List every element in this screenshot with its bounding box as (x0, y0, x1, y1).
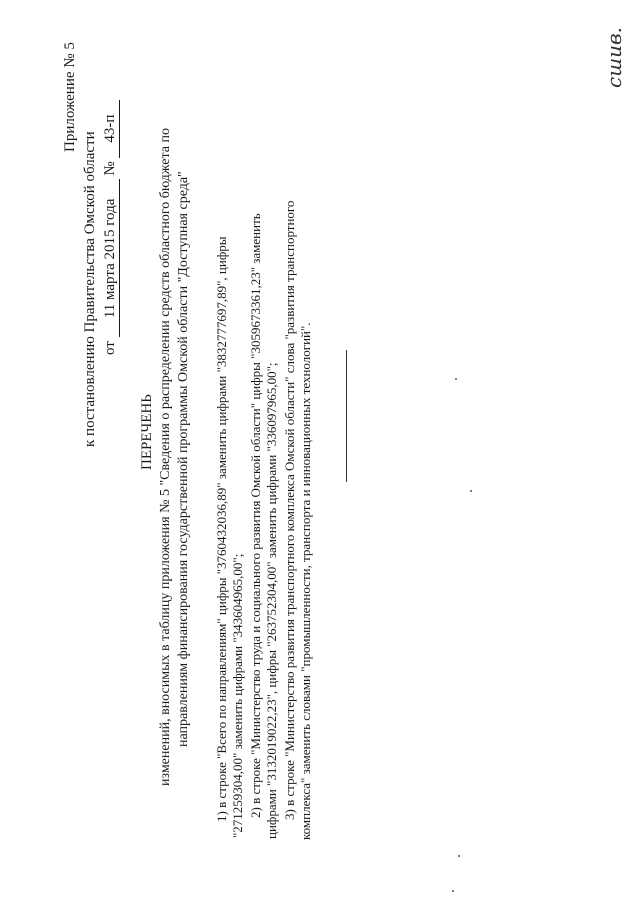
item-2-line-2: цифрами "3132019022,23", цифры "263752304,00" заменить цифрами "336097965,00"; (264, 362, 279, 839)
item-3-line-1: 3) в строке "Министерство развития транспортного комплекса Омской области" слова "развития транспортного (282, 200, 297, 820)
number-label: № (102, 161, 118, 176)
item-1-line-1: 1) в строке "Всего по направлениям" цифры "3760432036,89" заменить цифрами "3832777697,89", цифры (214, 236, 229, 822)
scan-speck (470, 490, 472, 492)
date-number-line (102, 100, 120, 355)
item-1-line-2: "271259304,00" заменить цифрами "343604965,00"; (230, 553, 245, 838)
item-3-line-2: комплекса" заменить словами "промышленности, транспорта и инновационных технологий". (298, 322, 313, 840)
from-label: от (102, 341, 118, 355)
scan-speck (455, 378, 457, 380)
handwritten-note: сшив. (602, 26, 626, 88)
scan-speck (458, 855, 460, 857)
appendix-label: Приложение № 5 (62, 42, 78, 152)
resolution-reference: к постановлению Правительства Омской области (82, 131, 98, 447)
resolution-number: 43-п (102, 100, 120, 158)
separator-line (346, 350, 347, 482)
item-2-line-1: 2) в строке "Министерство труда и социального развития Омской области" цифры "3059673361,23" заменить (248, 213, 263, 818)
document-title: ПЕРЕЧЕНЬ (139, 394, 155, 470)
subtitle-line-2: направлениям финансирования государственной программы Омской области "Доступная среда" (176, 171, 191, 747)
subtitle-line-1: изменений, вносимых в таблицу приложения № 5 "Сведения о распределении средств областного бюджета по (158, 128, 173, 786)
resolution-date: 11 марта 2015 года (102, 179, 120, 337)
scan-speck (452, 890, 454, 892)
